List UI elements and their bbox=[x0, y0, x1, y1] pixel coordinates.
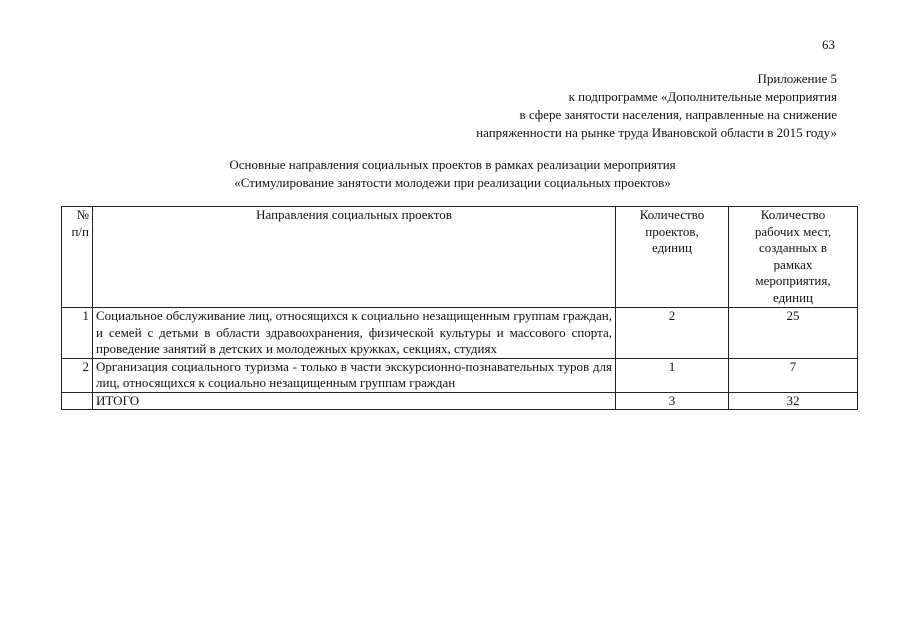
header-projects-line: Количество bbox=[639, 207, 705, 222]
header-jobs-line: единиц bbox=[772, 289, 814, 305]
header-jobs-line: Количество bbox=[760, 207, 826, 222]
row-direction: Социальное обслуживание лиц, относящихся к социально незащищенным группам граждан, и семей с детьми в области здравоохранения, физической культуры и массового спорта, проведение занятий в детских и молодежных кружках, секциях, студиях bbox=[93, 308, 616, 359]
appendix-line: Приложение 5 bbox=[757, 71, 837, 86]
title-line: Основные направления социальных проектов в рамках реализации мероприятия bbox=[229, 157, 676, 172]
total-jobs: 32 bbox=[729, 392, 858, 410]
table-total-row bbox=[62, 392, 858, 410]
appendix-line: к подпрограмме «Дополнительные мероприятия bbox=[568, 89, 837, 104]
header-direction: Направления социальных проектов bbox=[93, 207, 616, 308]
row-projects: 2 bbox=[616, 308, 729, 359]
header-jobs-line: мероприятия, bbox=[755, 273, 831, 288]
table-header-row bbox=[62, 207, 858, 308]
row-number: 1 bbox=[62, 308, 93, 359]
row-jobs: 25 bbox=[729, 308, 858, 359]
table-row bbox=[62, 358, 858, 392]
appendix-header bbox=[476, 70, 837, 142]
total-number bbox=[62, 392, 93, 410]
total-projects: 3 bbox=[616, 392, 729, 410]
header-jobs-line: созданных в bbox=[758, 240, 828, 255]
projects-table bbox=[61, 206, 858, 410]
total-label: ИТОГО bbox=[93, 392, 616, 410]
row-jobs: 7 bbox=[729, 358, 858, 392]
header-jobs-count bbox=[729, 207, 858, 308]
row-projects: 1 bbox=[616, 358, 729, 392]
header-projects-count bbox=[616, 207, 729, 308]
header-number-line: № bbox=[76, 207, 89, 222]
header-projects-line: единиц bbox=[651, 240, 693, 255]
table-row bbox=[62, 308, 858, 359]
header-projects-line: проектов, bbox=[645, 223, 699, 239]
row-direction: Организация социального туризма - только в части экскурсионно-познавательных туров для лиц, относящихся к социально незащищенным группам граждан bbox=[93, 358, 616, 392]
header-jobs-line: рамках bbox=[773, 256, 813, 272]
header-number bbox=[62, 207, 93, 308]
header-jobs-line: рабочих мест, bbox=[754, 223, 832, 239]
document-title bbox=[0, 156, 905, 192]
appendix-line: в сфере занятости населения, направленные на снижение bbox=[519, 107, 837, 122]
row-number: 2 bbox=[62, 358, 93, 392]
title-line: «Стимулирование занятости молодежи при реализации социальных проектов» bbox=[234, 175, 671, 190]
page-number: 63 bbox=[822, 37, 835, 52]
appendix-line: напряженности на рынке труда Ивановской области в 2015 году» bbox=[476, 125, 837, 140]
header-number-line: п/п bbox=[71, 223, 89, 239]
